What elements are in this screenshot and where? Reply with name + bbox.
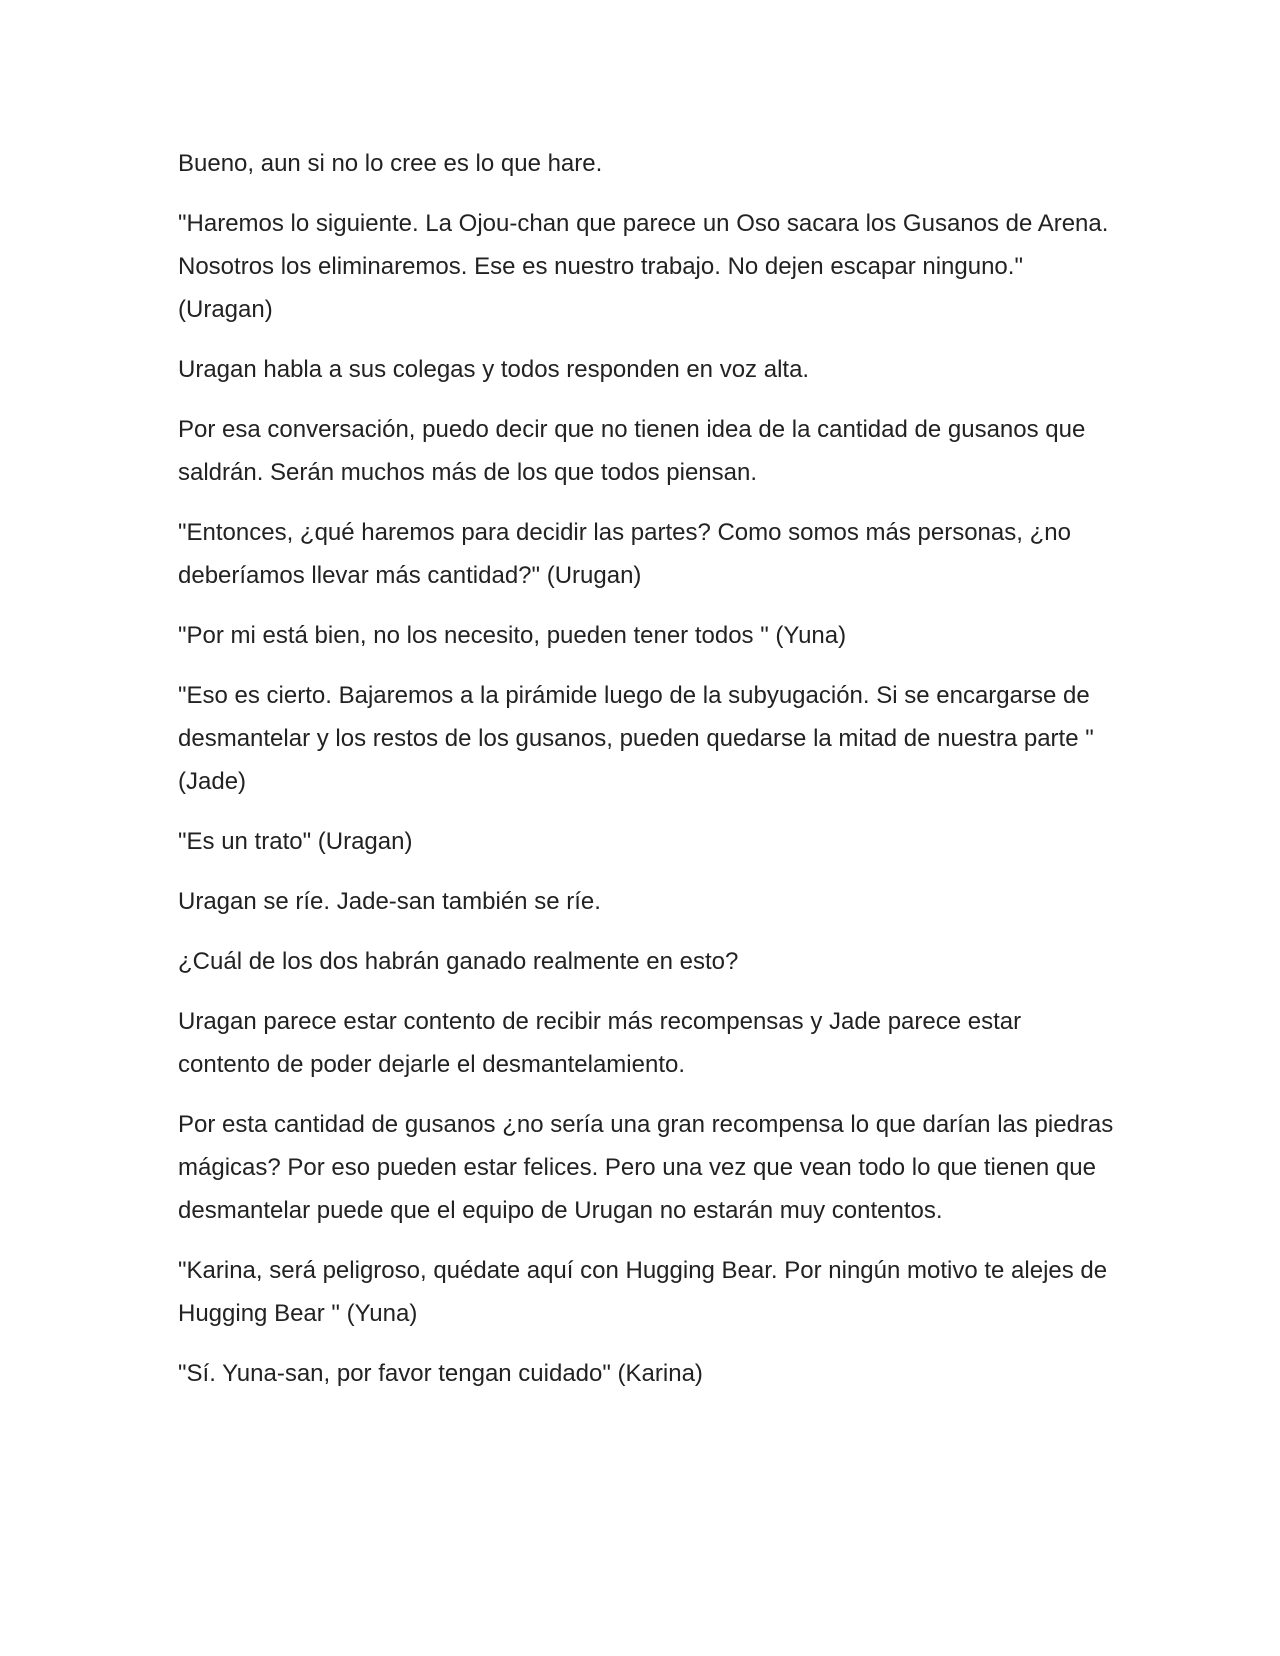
- paragraph: Uragan parece estar contento de recibir más recompensas y Jade parece estar contento de poder dejarle el desmantelamiento.: [178, 1008, 1022, 1078]
- paragraph: "Haremos lo siguiente. La Ojou-chan que parece un Oso sacara los Gusanos de Arena. Nosotros los eliminaremos. Ese es nuestro trabajo. No dejen escapar ninguno." (Uragan): [178, 210, 1109, 323]
- paragraph: "Por mi está bien, no los necesito, pueden tener todos " (Yuna): [178, 622, 847, 649]
- paragraph: Uragan se ríe. Jade-san también se ríe.: [178, 888, 601, 915]
- paragraph: "Es un trato" (Uragan): [178, 828, 413, 855]
- paragraph: Por esa conversación, puedo decir que no tienen idea de la cantidad de gusanos que saldrán. Serán muchos más de los que todos piensan.: [178, 416, 1086, 486]
- paragraph: Uragan habla a sus colegas y todos responden en voz alta.: [178, 356, 810, 383]
- document-body: [178, 142, 1118, 1412]
- paragraph: "Karina, será peligroso, quédate aquí con Hugging Bear. Por ningún motivo te alejes de Hugging Bear " (Yuna): [178, 1257, 1108, 1327]
- paragraph: "Sí. Yuna-san, por favor tengan cuidado" (Karina): [178, 1360, 703, 1387]
- paragraph: "Eso es cierto. Bajaremos a la pirámide luego de la subyugación. Si se encargarse de desmantelar y los restos de los gusanos, pueden quedarse la mitad de nuestra parte " (Jade): [178, 682, 1094, 795]
- paragraph: Bueno, aun si no lo cree es lo que hare.: [178, 150, 603, 177]
- paragraph: "Entonces, ¿qué haremos para decidir las partes? Como somos más personas, ¿no deberíamos llevar más cantidad?" (Urugan): [178, 519, 1071, 589]
- paragraph: ¿Cuál de los dos habrán ganado realmente en esto?: [178, 948, 739, 975]
- paragraph: Por esta cantidad de gusanos ¿no sería una gran recompensa lo que darían las piedras mágicas? Por eso pueden estar felices. Pero una vez que vean todo lo que tienen que desmantelar puede que el equipo de Urugan no estarán muy contentos.: [178, 1111, 1114, 1224]
